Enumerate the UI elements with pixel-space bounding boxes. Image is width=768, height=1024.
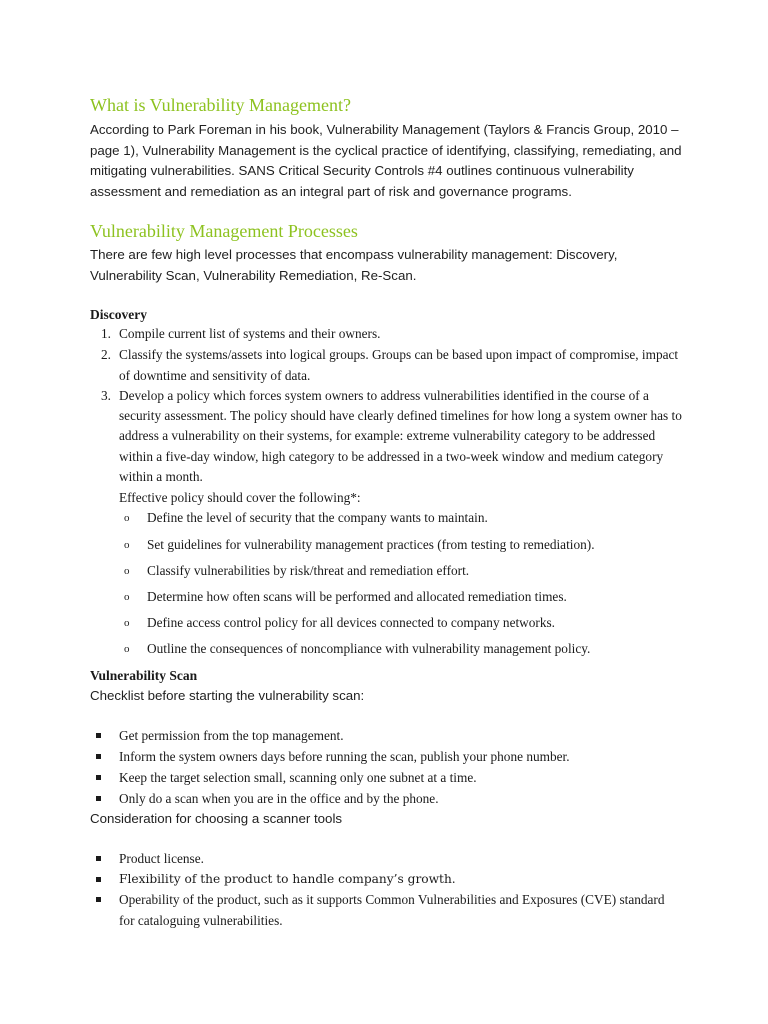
section-title-what-is: What is Vulnerability Management? [90, 95, 352, 115]
checklist-item: Keep the target selection small, scanning only one subnet at a time. [119, 770, 477, 785]
tool-item: Product license. [119, 851, 204, 866]
tool-item: Flexibility of the product to handle company’s growth. [119, 872, 456, 886]
square-bullet-icon [96, 897, 101, 902]
circle-bullet-icon: o [124, 643, 130, 655]
scan-heading: Vulnerability Scan [90, 668, 198, 683]
section-title-processes: Vulnerability Management Processes [90, 221, 358, 241]
list-item-line: of downtime and sensitivity of data. [119, 368, 311, 383]
paragraph-line: Vulnerability Scan, Vulnerability Remediation, Re-Scan. [90, 267, 417, 283]
policy-item: Determine how often scans will be performed and allocated remediation times. [147, 589, 567, 604]
list-number: 2. [101, 347, 111, 362]
square-bullet-icon [96, 754, 101, 759]
circle-bullet-icon: o [124, 591, 130, 603]
circle-bullet-icon: o [124, 617, 130, 629]
policy-item: Outline the consequences of noncompliance with vulnerability management policy. [147, 641, 591, 656]
policy-item: Define the level of security that the company wants to maintain. [147, 510, 488, 525]
paragraph-line: According to Park Foreman in his book, Vulnerability Management (Taylors & Francis Group, 2010 – [90, 122, 679, 137]
scan-intro: Checklist before starting the vulnerability scan: [90, 688, 365, 703]
circle-bullet-icon: o [124, 565, 130, 577]
paragraph-line: page 1), Vulnerability Management is the cyclical practice of identifying, classifying, remediating, and [90, 142, 682, 158]
what-is-paragraph [90, 120, 690, 202]
policy-item: Set guidelines for vulnerability management practices (from testing to remediation). [147, 537, 595, 552]
checklist-item: Only do a scan when you are in the office and by the phone. [119, 791, 439, 806]
tool-item-continuation: for cataloguing vulnerabilities. [119, 913, 283, 928]
list-item-line: security assessment. The policy should have clearly defined timelines for how long a system owner has to [119, 408, 682, 423]
square-bullet-icon [96, 877, 101, 882]
tool-item: Operability of the product, such as it supports Common Vulnerabilities and Exposures (CVE) standard [119, 892, 665, 907]
paragraph-line: mitigating vulnerabilities. SANS Critical Security Controls #4 outlines continuous vulnerability [90, 163, 634, 178]
square-bullet-icon [96, 775, 101, 780]
list-item-line: Develop a policy which forces system owners to address vulnerabilities identified in the course of a [119, 388, 649, 403]
square-bullet-icon [96, 856, 101, 861]
list-item-line: within a month. [119, 469, 203, 484]
checklist-item: Get permission from the top management. [119, 728, 344, 743]
circle-bullet-icon: o [124, 539, 130, 551]
list-item-line: within a five-day window, high category to be addressed in a two-week window and medium category [119, 449, 664, 464]
square-bullet-icon [96, 733, 101, 738]
paragraph-line: There are few high level processes that encompass vulnerability management: Discovery, [90, 247, 618, 262]
list-item-line: Compile current list of systems and their owners. [119, 326, 381, 341]
paragraph-line: assessment and remediation as an integral part of risk and governance programs. [90, 183, 572, 199]
policy-item: Classify vulnerabilities by risk/threat and remediation effort. [147, 563, 470, 578]
processes-paragraph [90, 245, 690, 286]
list-item-line: address a vulnerability on their systems, for example: extreme vulnerability category to be addressed [119, 428, 656, 443]
list-number: 3. [101, 388, 111, 403]
circle-bullet-icon: o [124, 512, 130, 524]
policy-item: Define access control policy for all devices connected to company networks. [147, 615, 555, 630]
tools-intro: Consideration for choosing a scanner tools [90, 811, 343, 826]
list-number: 1. [101, 326, 111, 341]
discovery-heading: Discovery [90, 307, 147, 322]
list-item-line: Effective policy should cover the following*: [119, 490, 361, 505]
list-item-line: Classify the systems/assets into logical groups. Groups can be based upon impact of compromise, impact [119, 347, 679, 362]
square-bullet-icon [96, 796, 101, 801]
checklist-item: Inform the system owners days before running the scan, publish your phone number. [119, 749, 570, 764]
